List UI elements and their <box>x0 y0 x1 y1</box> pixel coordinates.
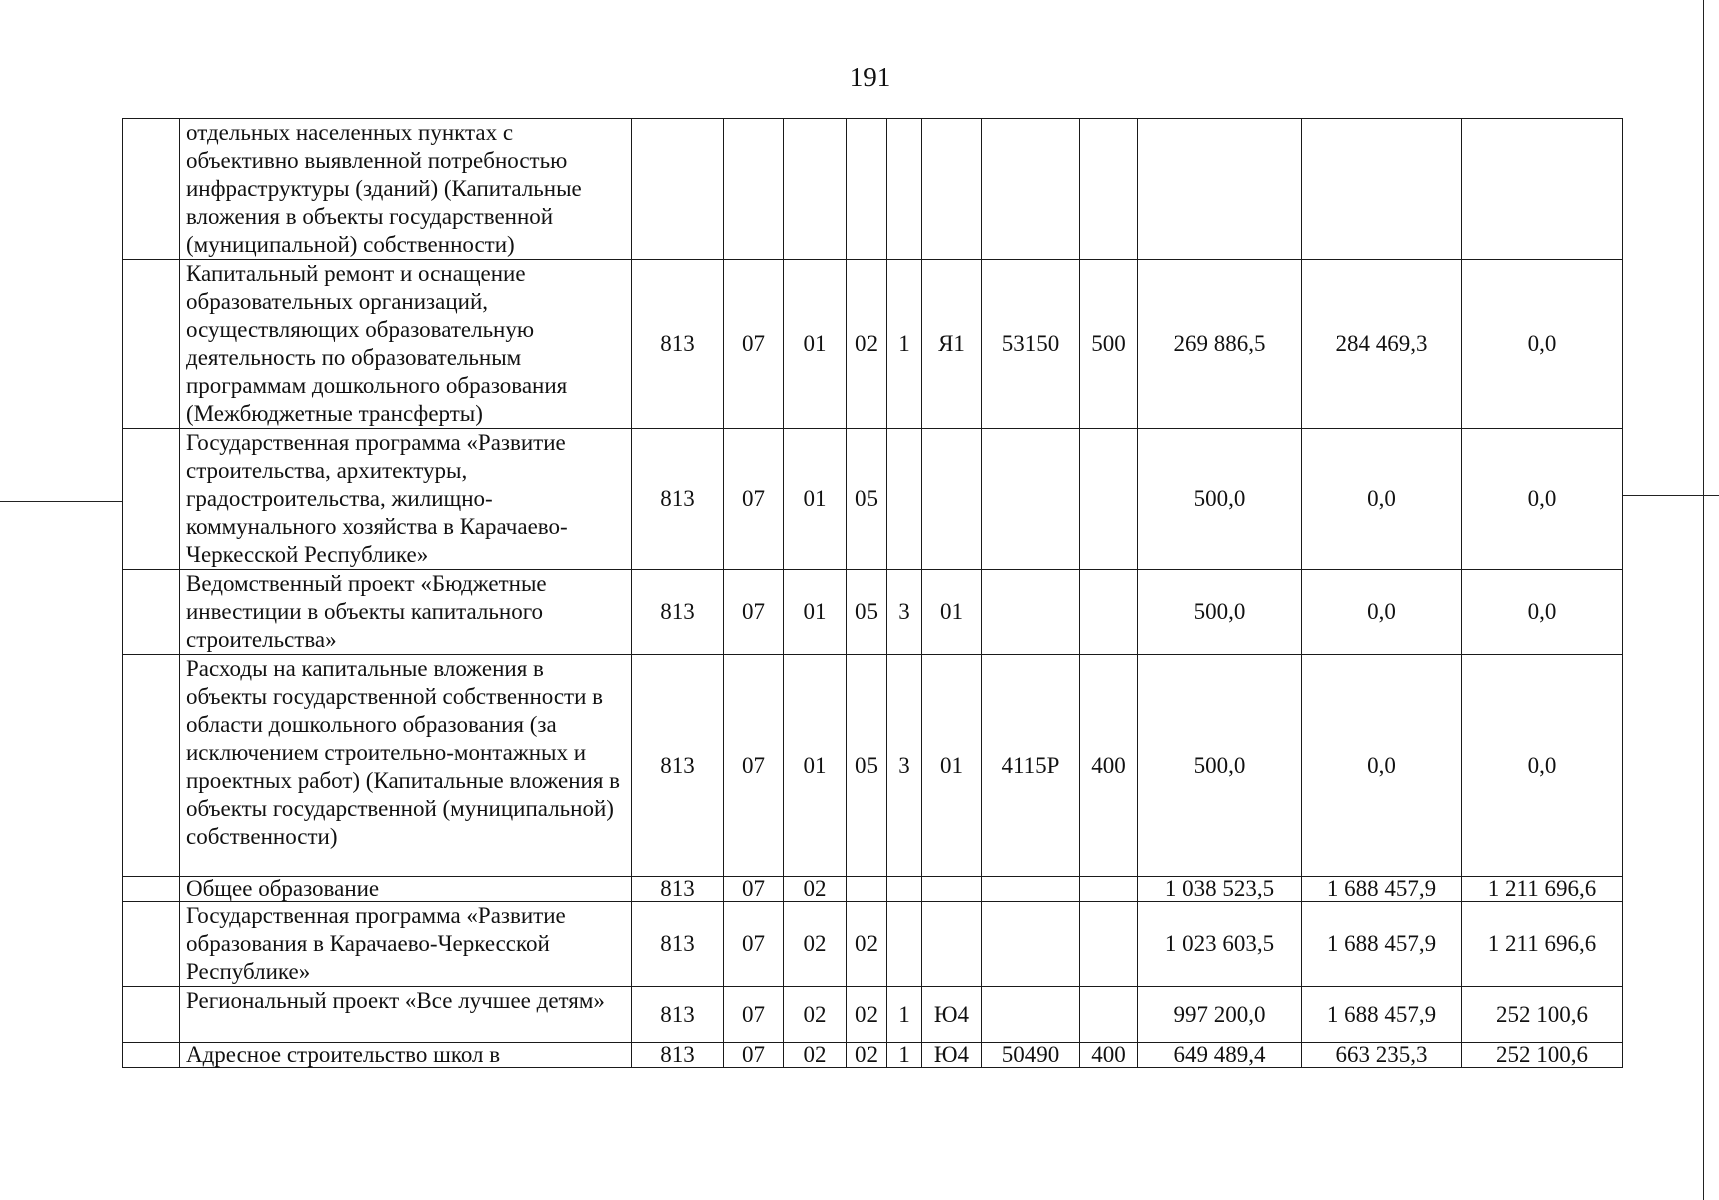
program-code-cell: 05 <box>847 655 887 877</box>
expense-type-cell: 500 <box>1080 260 1138 429</box>
amount-year1-cell <box>1138 119 1302 260</box>
section-code-cell: 07 <box>724 877 784 902</box>
row-index-cell <box>123 655 180 877</box>
project-code-cell: 01 <box>922 655 982 877</box>
item-name-cell: Общее образование <box>180 877 632 902</box>
subprogram-code-cell <box>887 902 922 987</box>
row-index-cell <box>123 1043 180 1068</box>
project-code-cell <box>922 429 982 570</box>
section-code-cell: 07 <box>724 987 784 1043</box>
subsection-code-cell: 01 <box>784 655 847 877</box>
item-name-cell: Государственная программа «Развитие образования в Карачаево-Черкесской Республике» <box>180 902 632 987</box>
subprogram-code-cell <box>887 119 922 260</box>
ministry-code-cell: 813 <box>632 260 724 429</box>
row-index-cell <box>123 570 180 655</box>
section-code-cell: 07 <box>724 260 784 429</box>
amount-year1-cell: 500,0 <box>1138 570 1302 655</box>
amount-year2-cell: 0,0 <box>1302 429 1462 570</box>
program-code-cell: 02 <box>847 1043 887 1068</box>
amount-year2-cell: 1 688 457,9 <box>1302 987 1462 1043</box>
budget-table <box>122 118 1623 1068</box>
project-code-cell <box>922 902 982 987</box>
expense-direction-cell: 53150 <box>982 260 1080 429</box>
table-row <box>123 987 1623 1043</box>
expense-direction-cell: 4115Р <box>982 655 1080 877</box>
amount-year2-cell: 284 469,3 <box>1302 260 1462 429</box>
amount-year3-cell: 1 211 696,6 <box>1462 877 1623 902</box>
subprogram-code-cell <box>887 429 922 570</box>
amount-year3-cell <box>1462 119 1623 260</box>
subsection-code-cell: 02 <box>784 987 847 1043</box>
amount-year1-cell: 1 023 603,5 <box>1138 902 1302 987</box>
subsection-code-cell: 02 <box>784 877 847 902</box>
ministry-code-cell: 813 <box>632 655 724 877</box>
subsection-code-cell: 01 <box>784 429 847 570</box>
ministry-code-cell: 813 <box>632 877 724 902</box>
section-code-cell <box>724 119 784 260</box>
project-code-cell <box>922 877 982 902</box>
program-code-cell: 02 <box>847 987 887 1043</box>
amount-year2-cell: 1 688 457,9 <box>1302 877 1462 902</box>
expense-type-cell <box>1080 902 1138 987</box>
amount-year3-cell: 0,0 <box>1462 429 1623 570</box>
project-code-cell: Ю4 <box>922 1043 982 1068</box>
program-code-cell: 02 <box>847 902 887 987</box>
expense-type-cell <box>1080 570 1138 655</box>
item-name-cell: отдельных населенных пунктах с объективно выявленной потребностью инфраструктуры (зданий) (Капитальные вложения в объекты государственной (муниципальной) собственности) <box>180 119 632 260</box>
subsection-code-cell <box>784 119 847 260</box>
amount-year1-cell: 269 886,5 <box>1138 260 1302 429</box>
ministry-code-cell <box>632 119 724 260</box>
row-index-cell <box>123 877 180 902</box>
item-name-cell: Государственная программа «Развитие строительства, архитектуры, градостроительства, жилищно-коммунального хозяйства в Карачаево-Черкесской Республике» <box>180 429 632 570</box>
amount-year3-cell: 252 100,6 <box>1462 1043 1623 1068</box>
project-code-cell: 01 <box>922 570 982 655</box>
table-body <box>123 119 1623 1068</box>
section-code-cell: 07 <box>724 429 784 570</box>
section-code-cell: 07 <box>724 570 784 655</box>
expense-direction-cell <box>982 119 1080 260</box>
expense-direction-cell <box>982 429 1080 570</box>
expense-direction-cell <box>982 570 1080 655</box>
ministry-code-cell: 813 <box>632 570 724 655</box>
item-name-cell: Региональный проект «Все лучшее детям» <box>180 987 632 1043</box>
subprogram-code-cell: 1 <box>887 1043 922 1068</box>
row-index-cell <box>123 987 180 1043</box>
amount-year1-cell: 500,0 <box>1138 655 1302 877</box>
row-index-cell <box>123 902 180 987</box>
amount-year1-cell: 1 038 523,5 <box>1138 877 1302 902</box>
item-name-cell: Ведомственный проект «Бюджетные инвестиции в объекты капитального строительства» <box>180 570 632 655</box>
subprogram-code-cell: 1 <box>887 987 922 1043</box>
row-index-cell <box>123 429 180 570</box>
table-row <box>123 877 1623 902</box>
amount-year3-cell: 0,0 <box>1462 260 1623 429</box>
amount-year3-cell: 0,0 <box>1462 570 1623 655</box>
amount-year1-cell: 997 200,0 <box>1138 987 1302 1043</box>
table-row <box>123 260 1623 429</box>
row-index-cell <box>123 119 180 260</box>
project-code-cell <box>922 119 982 260</box>
amount-year2-cell <box>1302 119 1462 260</box>
item-name-cell: Капитальный ремонт и оснащение образовательных организаций, осуществляющих образовательную деятельность по образовательным программам дошкольного образования (Межбюджетные трансферты) <box>180 260 632 429</box>
amount-year1-cell: 649 489,4 <box>1138 1043 1302 1068</box>
amount-year2-cell: 663 235,3 <box>1302 1043 1462 1068</box>
subsection-code-cell: 01 <box>784 570 847 655</box>
expense-type-cell: 400 <box>1080 655 1138 877</box>
expense-type-cell <box>1080 987 1138 1043</box>
program-code-cell: 02 <box>847 260 887 429</box>
subprogram-code-cell: 3 <box>887 570 922 655</box>
ministry-code-cell: 813 <box>632 902 724 987</box>
program-code-cell: 05 <box>847 570 887 655</box>
expense-direction-cell: 50490 <box>982 1043 1080 1068</box>
amount-year2-cell: 0,0 <box>1302 570 1462 655</box>
ministry-code-cell: 813 <box>632 429 724 570</box>
section-code-cell: 07 <box>724 902 784 987</box>
program-code-cell: 05 <box>847 429 887 570</box>
expense-type-cell <box>1080 119 1138 260</box>
expense-type-cell <box>1080 877 1138 902</box>
amount-year1-cell: 500,0 <box>1138 429 1302 570</box>
amount-year2-cell: 0,0 <box>1302 655 1462 877</box>
scan-edge-line <box>1703 0 1704 1200</box>
subprogram-code-cell: 1 <box>887 260 922 429</box>
expense-type-cell <box>1080 429 1138 570</box>
program-code-cell <box>847 119 887 260</box>
expense-direction-cell <box>982 987 1080 1043</box>
fold-line-left <box>0 501 122 502</box>
table-row <box>123 1043 1623 1068</box>
program-code-cell <box>847 877 887 902</box>
amount-year2-cell: 1 688 457,9 <box>1302 902 1462 987</box>
subsection-code-cell: 01 <box>784 260 847 429</box>
expense-direction-cell <box>982 902 1080 987</box>
expense-type-cell: 400 <box>1080 1043 1138 1068</box>
ministry-code-cell: 813 <box>632 987 724 1043</box>
subprogram-code-cell: 3 <box>887 655 922 877</box>
project-code-cell: Ю4 <box>922 987 982 1043</box>
item-name-cell: Расходы на капитальные вложения в объекты государственной собственности в области дошкольного образования (за исключением строительно-монтажных и проектных работ) (Капитальные вложения в объекты государственной (муниципальной) собственности) <box>180 655 632 877</box>
table-row <box>123 655 1623 877</box>
table-row <box>123 902 1623 987</box>
project-code-cell: Я1 <box>922 260 982 429</box>
amount-year3-cell: 0,0 <box>1462 655 1623 877</box>
table-row <box>123 119 1623 260</box>
section-code-cell: 07 <box>724 655 784 877</box>
expense-direction-cell <box>982 877 1080 902</box>
page-number: 191 <box>849 62 891 92</box>
row-index-cell <box>123 260 180 429</box>
amount-year3-cell: 252 100,6 <box>1462 987 1623 1043</box>
item-name-cell: Адресное строительство школ в <box>180 1043 632 1068</box>
section-code-cell: 07 <box>724 1043 784 1068</box>
subprogram-code-cell <box>887 877 922 902</box>
subsection-code-cell: 02 <box>784 902 847 987</box>
table-row <box>123 570 1623 655</box>
subsection-code-cell: 02 <box>784 1043 847 1068</box>
ministry-code-cell: 813 <box>632 1043 724 1068</box>
amount-year3-cell: 1 211 696,6 <box>1462 902 1623 987</box>
fold-line-right <box>1622 495 1719 496</box>
table-row <box>123 429 1623 570</box>
